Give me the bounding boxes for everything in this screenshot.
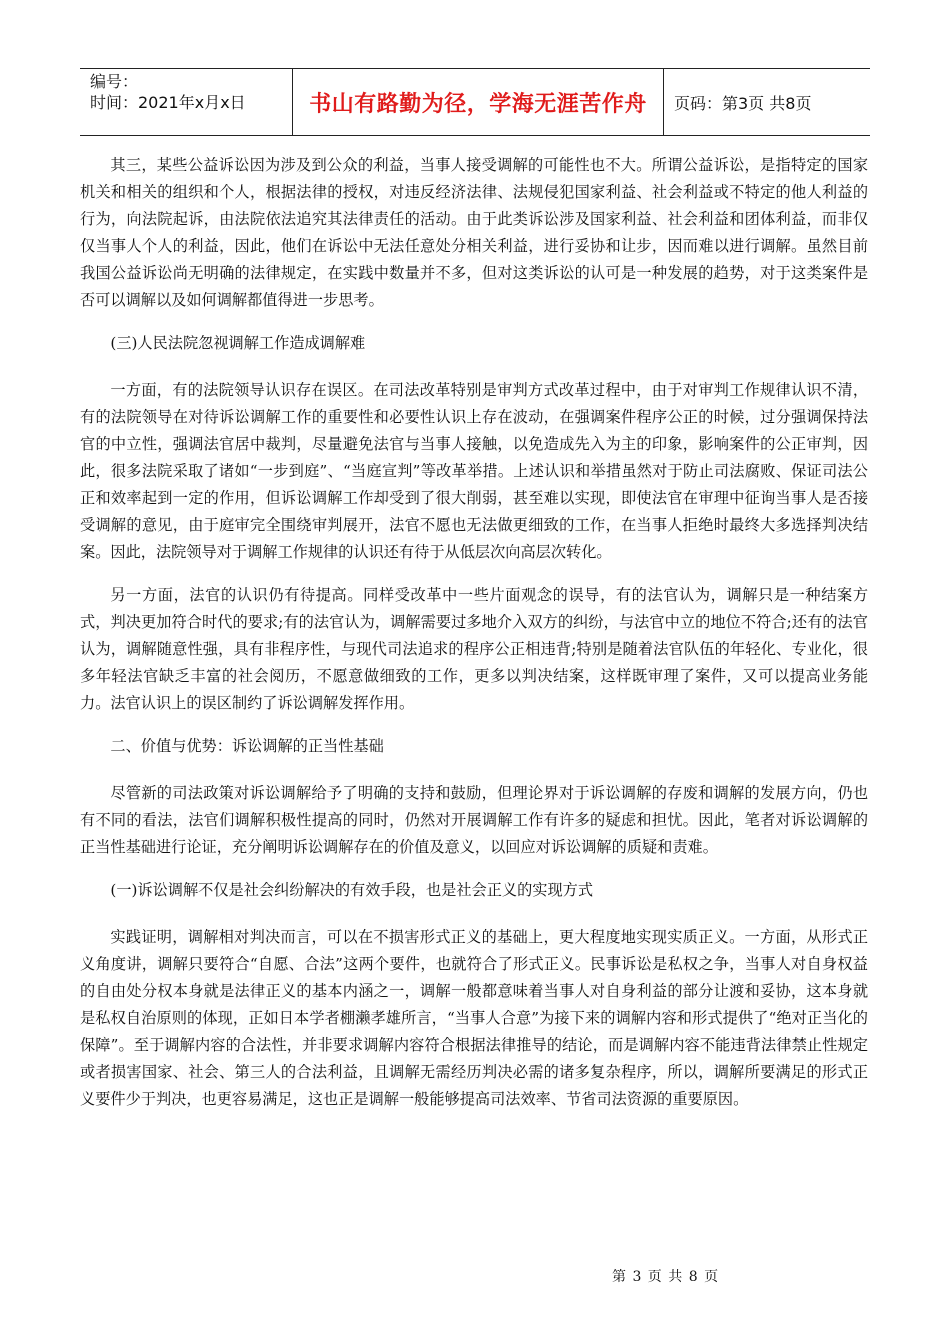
header-page-info: 页码：第3页 共8页	[674, 93, 812, 113]
header-motto: 书山有路勤为径，学海无涯苦作舟	[293, 69, 664, 135]
paragraph: 尽管新的司法政策对诉讼调解给予了明确的支持和鼓励，但理论界对于诉讼调解的存废和调解的发展方向，仍也有不同的看法，法官们调解积极性提高的同时，仍然对开展调解工作有许多的疑虑和担忧。因此，笔者对诉讼调解的正当性基础进行论证，充分阐明诉讼调解存在的价值及意义，以回应对诉讼调解的质疑和责难。	[80, 784, 868, 856]
section-heading: (三)人民法院忽视调解工作造成调解难	[110, 334, 366, 352]
section-heading: 二、价值与优势：诉讼调解的正当性基础	[110, 737, 384, 755]
header-meta	[80, 69, 293, 135]
document-header	[80, 68, 870, 136]
section-heading: (一)诉讼调解不仅是社会纠纷解决的有效手段，也是社会正义的实现方式	[110, 881, 594, 899]
page-footer: 第 3 页 共 8 页	[612, 1269, 720, 1285]
paragraph: 一方面，有的法院领导认识存在误区。在司法改革特别是审判方式改革过程中，由于对审判工作规律认识不清，有的法院领导在对待诉讼调解工作的重要性和必要性认识上存在波动，在强调案件程序公正的时候，过分强调保持法官的中立性，强调法官居中裁判，尽量避免法官与当事人接触，以免造成先入为主的印象，影响案件的公正审判，因此，很多法院采取了诸如“一步到庭”、“当庭宣判”等改革举措。上述认识和举措虽然对于防止司法腐败、保证司法公正和效率起到一定的作用，但诉讼调解工作却受到了很大削弱，甚至难以实现，即使法官在审理中征询当事人是否接受调解的意见，由于庭审完全围绕审判展开，法官不愿也无法做更细致的工作，在当事人拒绝时最终大多选择判决结案。因此，法院领导对于调解工作规律的认识还有待于从低层次向高层次转化。	[80, 381, 868, 561]
time-label: 时间：2021年x月x日	[90, 93, 246, 112]
number-label: 编号：	[90, 72, 139, 91]
document-body	[80, 152, 868, 1129]
paragraph: 另一方面，法官的认识仍有待提高。同样受改革中一些片面观念的误导，有的法官认为，调解只是一种结案方式，判决更加符合时代的要求;有的法官认为，调解需要过多地介入双方的纠纷，与法官中立的地位不符合;还有的法官认为，调解随意性强，具有非程序性，与现代司法追求的程序公正相违背;特别是随着法官队伍的年轻化、专业化，很多年轻法官缺乏丰富的社会阅历，不愿意做细致的工作，更多以判决结案，这样既审理了案件，又可以提高业务能力。法官认识上的误区制约了诉讼调解发挥作用。	[80, 586, 868, 712]
paragraph: 其三，某些公益诉讼因为涉及到公众的利益，当事人接受调解的可能性也不大。所谓公益诉讼，是指特定的国家机关和相关的组织和个人，根据法律的授权，对违反经济法律、法规侵犯国家利益、社会利益或不特定的他人利益的行为，向法院起诉，由法院依法追究其法律责任的活动。由于此类诉讼涉及国家利益、社会利益和团体利益，而非仅仅当事人个人的利益，因此，他们在诉讼中无法任意处分相关利益，进行妥协和让步，因而难以进行调解。虽然目前我国公益诉讼尚无明确的法律规定，在实践中数量并不多，但对这类诉讼的认可是一种发展的趋势，对于这类案件是否可以调解以及如何调解都值得进一步思考。	[80, 156, 868, 309]
paragraph: 实践证明，调解相对判决而言，可以在不损害形式正义的基础上，更大程度地实现实质正义。一方面，从形式正义角度讲，调解只要符合“自愿、合法”这两个要件，也就符合了形式正义。民事诉讼是私权之争，当事人对自身权益的自由处分权本身就是法律正义的基本内涵之一，调解一般都意味着当事人对自身利益的部分让渡和妥协，这本身就是私权自治原则的体现，正如日本学者棚濑孝雄所言，“当事人合意”为接下来的调解内容和形式提供了“绝对正当化的保障”。至于调解内容的合法性，并非要求调解内容符合根据法律推导的结论，而是调解内容不能违背法律禁止性规定或者损害国家、社会、第三人的合法利益，且调解无需经历判决必需的诸多复杂程序，所以，调解所要满足的形式正义要件少于判决，也更容易满足，这也正是调解一般能够提高司法效率、节省司法资源的重要原因。	[80, 928, 868, 1108]
